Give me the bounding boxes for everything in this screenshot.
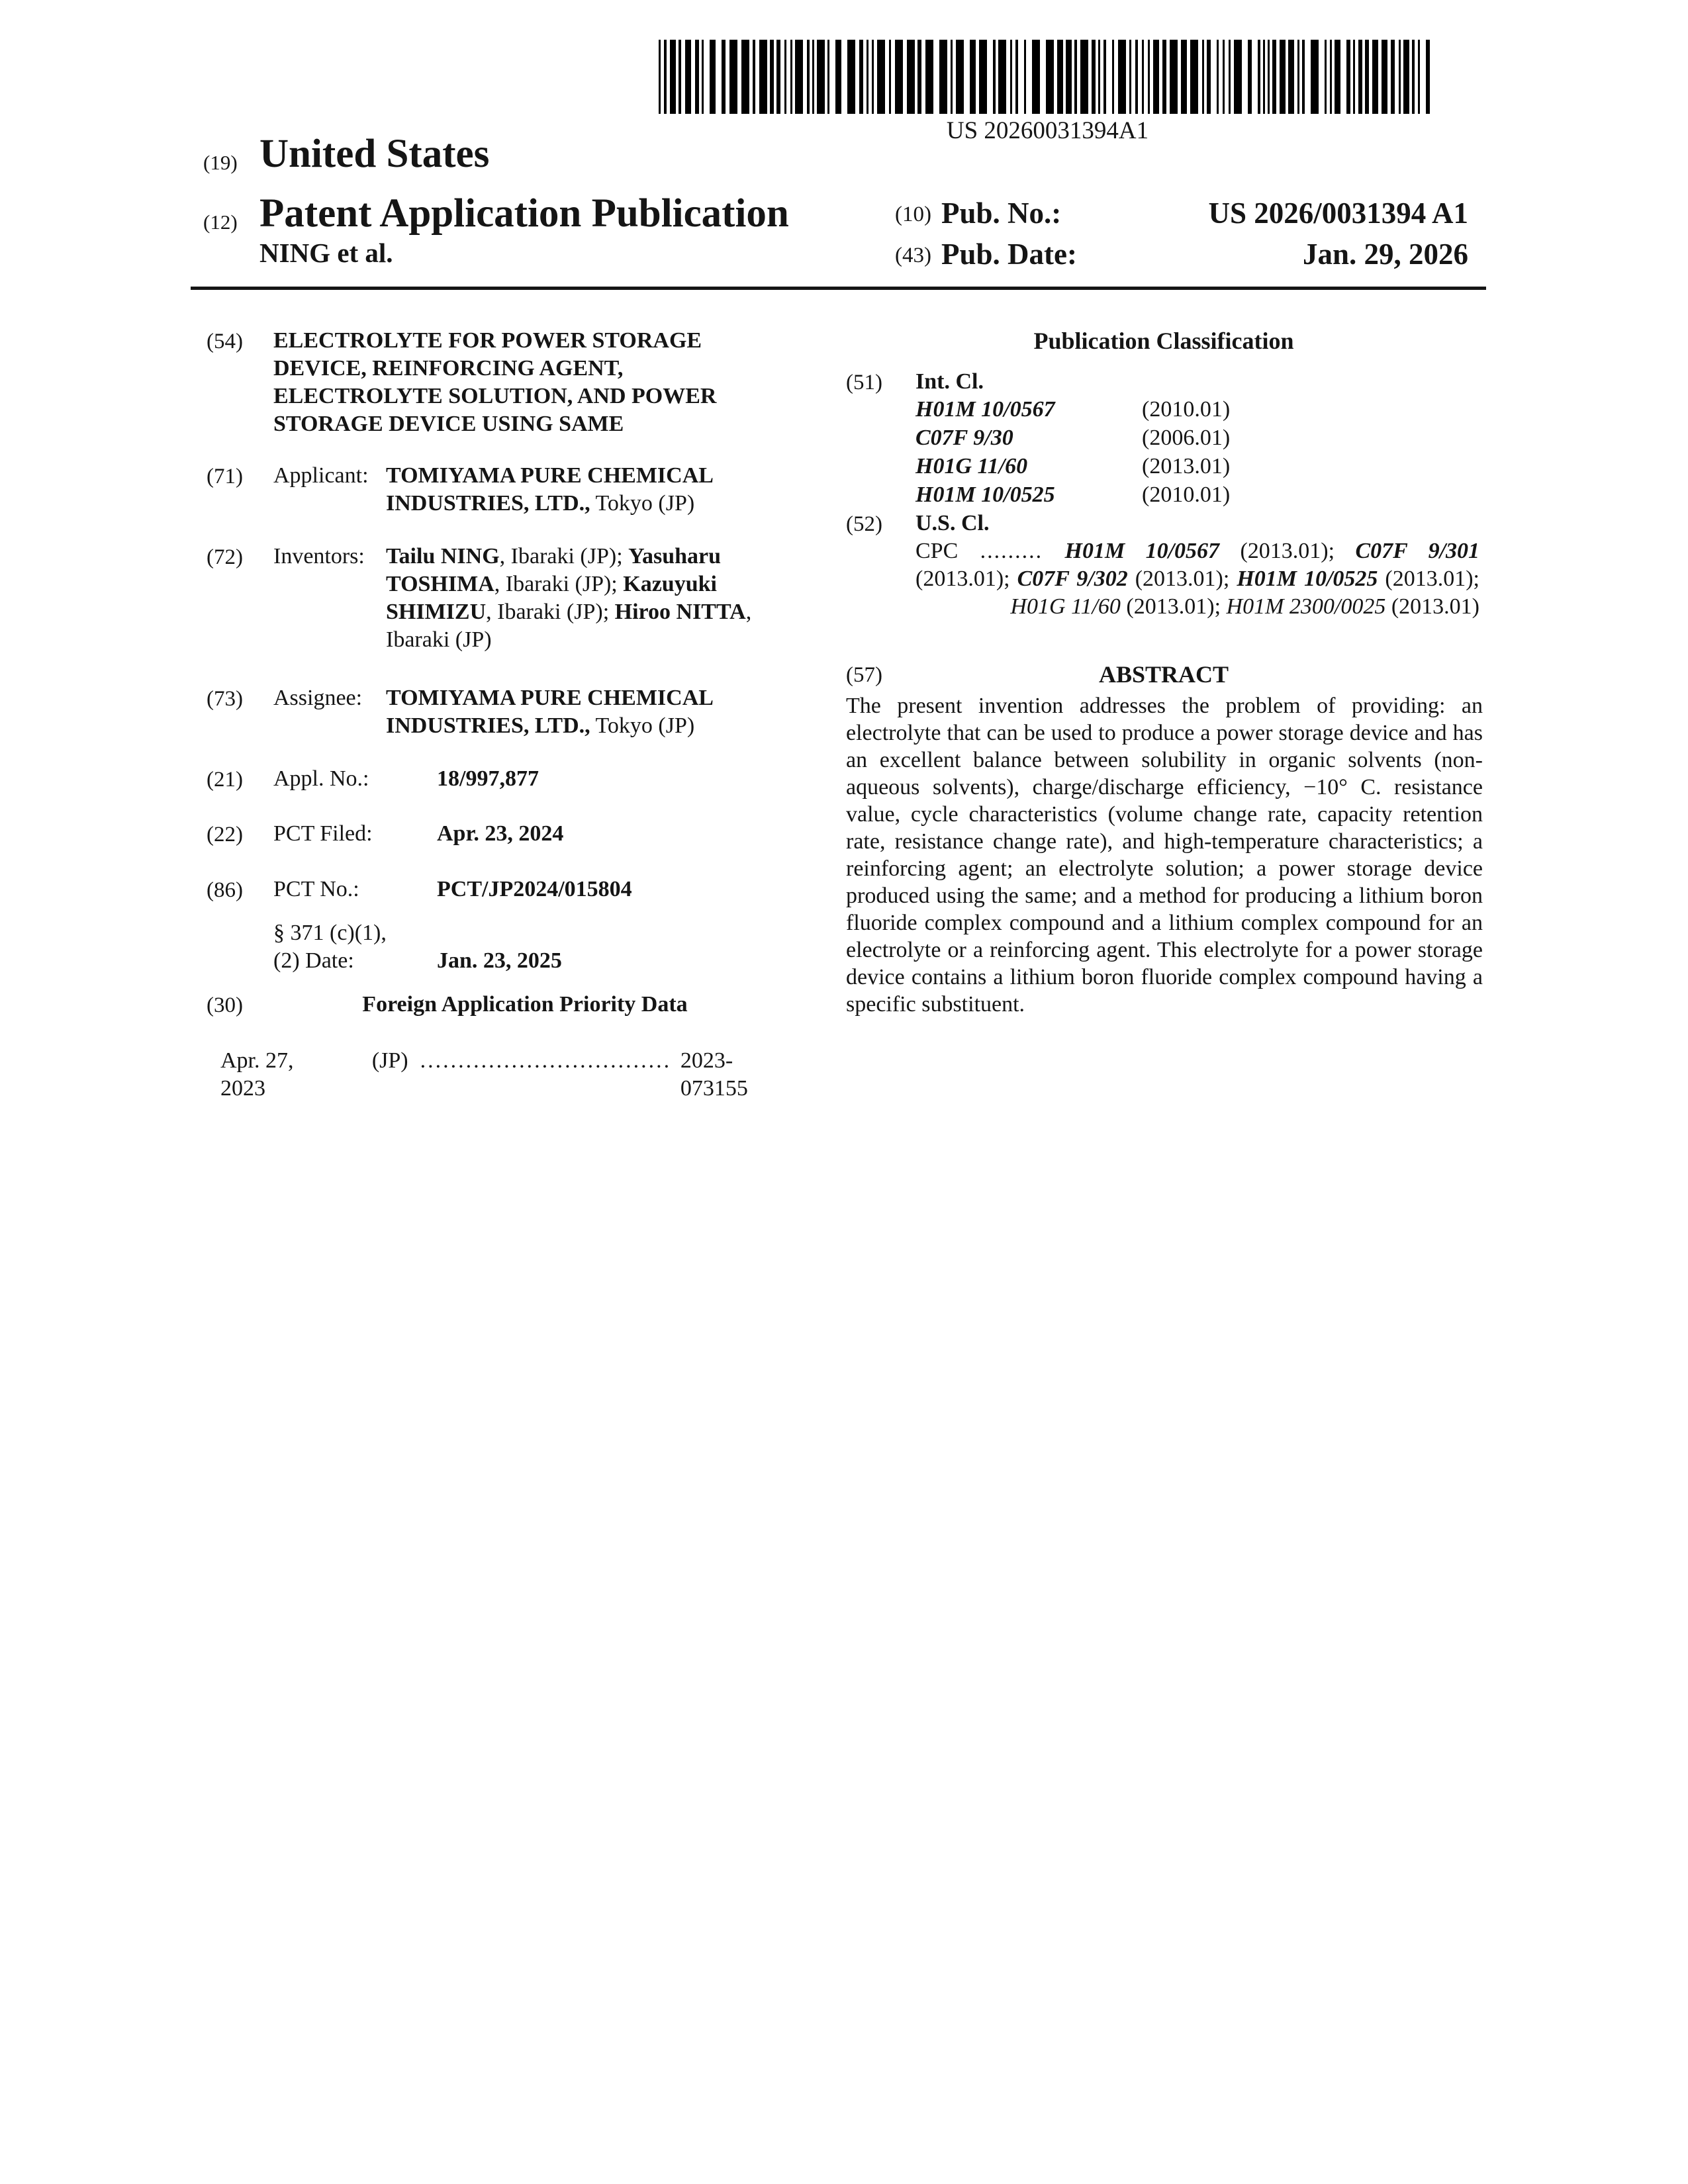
pub-no-number: (10) — [895, 203, 931, 226]
cpc-version: (2013.01); — [1120, 594, 1227, 619]
cpc-version: (2013.01) — [1385, 594, 1479, 619]
inventor-name: Kazuyuki SHIMIZU — [386, 572, 717, 624]
country-code-number: (19) — [203, 151, 238, 174]
applicant-number: (71) — [207, 465, 243, 488]
appl-no-value: 18/997,877 — [437, 766, 539, 791]
priority-app-number: 2023-073155 — [680, 1048, 748, 1101]
assignee-location: Tokyo (JP) — [590, 713, 695, 738]
pct-filed-label: PCT Filed: — [273, 821, 373, 846]
assignee-value — [386, 684, 802, 740]
int-cl-version: (2013.01) — [1142, 454, 1231, 478]
cpc-class: H01M 10/0567 — [1064, 539, 1220, 563]
invention-title: ELECTROLYTE FOR POWER STORAGE DEVICE, REINFORCING AGENT, ELECTROLYTE SOLUTION, AND POWER STORAGE DEVICE USING SAME — [273, 328, 717, 436]
barcode-text: US 20260031394A1 — [946, 117, 1149, 144]
pct-filed-value: Apr. 23, 2024 — [437, 821, 564, 846]
priority-number: (30) — [207, 993, 243, 1017]
pub-no-value: US 2026/0031394 A1 — [1208, 197, 1468, 230]
applicant-location: Tokyo (JP) — [590, 491, 695, 516]
doc-type: Patent Application Publication — [259, 191, 789, 236]
title-number: (54) — [207, 330, 243, 353]
int-cl-entry — [915, 481, 1230, 509]
inventor-name: Tailu NING — [386, 544, 500, 569]
int-cl-class: H01M 10/0525 — [915, 482, 1055, 507]
us-cl-number: (52) — [846, 512, 882, 536]
barcode-icon — [659, 40, 1436, 114]
assignee-name: TOMIYAMA PURE CHEMICAL INDUSTRIES, LTD., — [386, 686, 713, 738]
cpc-class: C07F 9/301 — [1355, 539, 1480, 563]
applicant-name: TOMIYAMA PURE CHEMICAL INDUSTRIES, LTD., — [386, 463, 713, 516]
section-371-line: § 371 (c)(1), — [273, 921, 387, 945]
cpc-version: (2013.01); — [915, 567, 1017, 591]
priority-data-row — [220, 1047, 800, 1103]
us-cl-label: U.S. Cl. — [915, 511, 990, 535]
pct-filed-number: (22) — [207, 823, 243, 846]
inventors-label: Inventors: — [273, 544, 365, 569]
inventor-rest: , Ibaraki (JP) — [386, 600, 752, 652]
cpc-class: C07F 9/302 — [1017, 567, 1128, 591]
assignee-number: (73) — [207, 687, 243, 711]
priority-heading: Foreign Application Priority Data — [362, 992, 688, 1017]
inventor-rest: , Ibaraki (JP); — [494, 572, 624, 596]
cpc-class: H01M 10/0525 — [1237, 567, 1378, 591]
int-cl-label: Int. Cl. — [915, 369, 984, 394]
inventors-value — [386, 543, 811, 654]
int-cl-entry — [915, 424, 1230, 452]
abstract-text: The present invention addresses the problem of providing: an electrolyte that can be used to produce a power storage device and has an excellent balance between solubility in organic solvents (non-aqueous solvents), charge/discharge efficiency, −10° C. resistance value, cycle characteristics (volume change rate, capacity retention rate, resistance change rate), and high-temperature characteristics; a reinforcing agent; an electrolyte solution; a power storage device produced using the same; and a method for producing a lithium boron fluoride complex compound and a lithium complex compound for an electrolyte or a reinforcing agent. This electrolyte for a power storage device contains a lithium boron fluoride complex compound having a specific substituent. — [846, 694, 1483, 1017]
int-cl-version: (2010.01) — [1142, 397, 1231, 422]
pub-no-label: Pub. No.: — [941, 197, 1062, 230]
inventor-name: Yasuharu TOSHIMA — [386, 544, 722, 596]
int-cl-number: (51) — [846, 371, 882, 394]
pub-date-value: Jan. 29, 2026 — [1302, 238, 1468, 271]
int-cl-class: C07F 9/30 — [915, 426, 1013, 450]
inventor-rest: , Ibaraki (JP); — [486, 600, 615, 624]
pct-no-value: PCT/JP2024/015804 — [437, 877, 632, 901]
pct-no-label: PCT No.: — [273, 877, 359, 901]
assignee-label: Assignee: — [273, 686, 363, 710]
pub-date-label: Pub. Date: — [941, 238, 1077, 271]
int-cl-class: H01M 10/0567 — [915, 397, 1055, 422]
party-name: NING et al. — [259, 238, 393, 268]
cpc-version: (2013.01); — [1378, 567, 1479, 591]
pub-date-number: (43) — [895, 244, 931, 267]
priority-date: Apr. 27, 2023 — [220, 1048, 294, 1101]
cpc-label: CPC — [915, 539, 959, 563]
abstract-number: (57) — [846, 663, 882, 687]
section-371-date-label: (2) Date: — [273, 948, 354, 973]
int-cl-entry — [915, 453, 1230, 480]
cpc-version: (2013.01); — [1127, 567, 1237, 591]
section-371-date-value: Jan. 23, 2025 — [437, 948, 562, 973]
cpc-class: H01M 2300/0025 — [1226, 594, 1386, 619]
inventor-name: Hiroo NITTA — [614, 600, 746, 624]
abstract-heading: ABSTRACT — [1098, 661, 1229, 688]
doc-type-number: (12) — [203, 210, 238, 234]
pub-no-row — [941, 196, 1468, 230]
inventors-number: (72) — [207, 545, 243, 569]
appl-no-number: (21) — [207, 768, 243, 792]
pct-no-number: (86) — [207, 878, 243, 902]
int-cl-version: (2010.01) — [1142, 482, 1231, 507]
applicant-label: Applicant: — [273, 463, 369, 488]
country-name: United States — [259, 132, 490, 176]
inventor-rest: , Ibaraki (JP); — [499, 544, 629, 569]
cpc-version: (2013.01); — [1219, 539, 1356, 563]
cpc-class: H01G 11/60 — [1010, 594, 1121, 619]
pub-date-row — [941, 237, 1468, 271]
header-divider — [191, 287, 1486, 290]
appl-no-label: Appl. No.: — [273, 766, 369, 791]
cpc-block — [915, 537, 1479, 621]
int-cl-version: (2006.01) — [1142, 426, 1231, 450]
cpc-leader-dots: ......... — [958, 539, 1065, 563]
applicant-value — [386, 462, 802, 518]
priority-country: (JP) — [371, 1048, 408, 1073]
int-cl-class: H01G 11/60 — [915, 454, 1028, 478]
priority-leader-dots: ................................. — [420, 1048, 671, 1073]
classification-heading: Publication Classification — [1033, 328, 1294, 354]
int-cl-entry — [915, 396, 1230, 424]
